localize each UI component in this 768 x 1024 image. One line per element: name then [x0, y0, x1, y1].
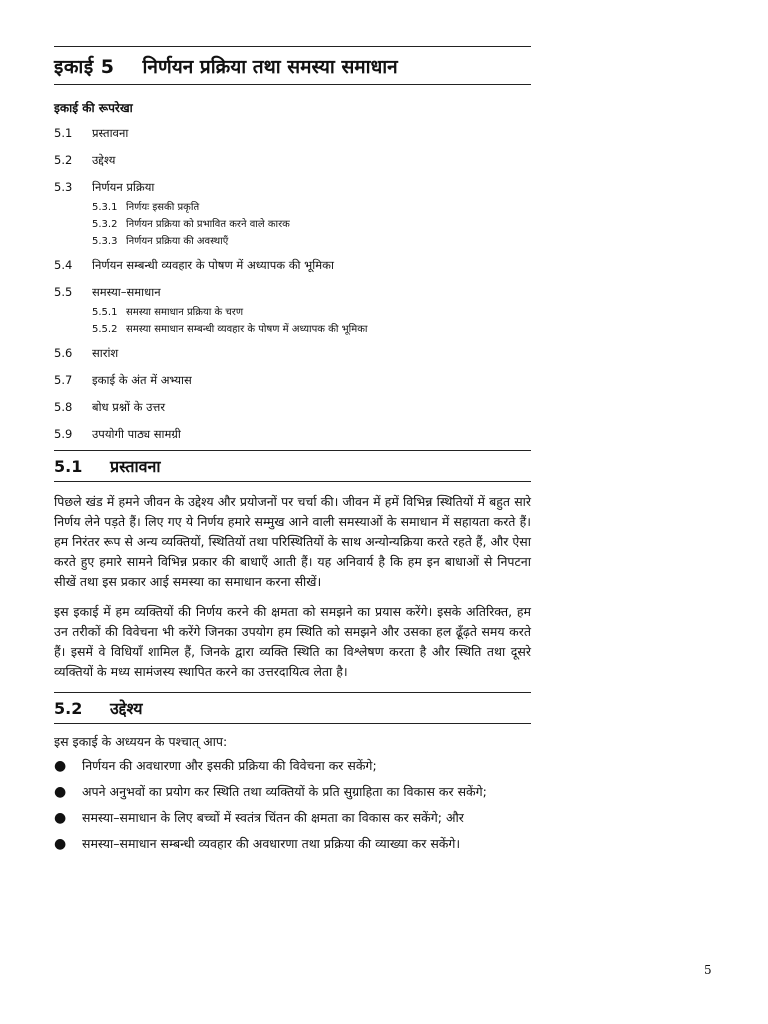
outline-subnumber: 5.3.2	[92, 219, 118, 230]
outline-subitem	[92, 235, 531, 249]
section-1-number: 5.1	[54, 457, 83, 476]
outline-number: 5.5	[54, 285, 73, 299]
list-item	[54, 756, 531, 776]
unit-title	[54, 47, 531, 84]
outline-label: निर्णयन प्रक्रिया	[92, 180, 155, 194]
outline-subnumber: 5.3.3	[92, 236, 118, 247]
objectives-list	[54, 756, 531, 854]
outline-number: 5.7	[54, 373, 73, 387]
outline-item	[54, 126, 531, 141]
outline-label: बोध प्रश्नों के उत्तर	[92, 400, 166, 414]
list-item	[54, 782, 531, 802]
outline-label: उपयोगी पाठ्य सामग्री	[92, 427, 181, 441]
outline-item	[54, 153, 531, 168]
outline-subnumber: 5.5.2	[92, 324, 118, 335]
outline-item	[54, 400, 531, 415]
outline-sublabel: समस्या समाधान प्रक्रिया के चरण	[126, 307, 244, 318]
outline-sublabel: समस्या समाधान सम्बन्धी व्यवहार के पोषण में अध्यापक की भूमिका	[126, 324, 368, 335]
outline-item	[54, 346, 531, 361]
objective-text: समस्या–समाधान सम्बन्धी व्यवहार की अवधारणा तथा प्रक्रिया की व्याख्या कर सकेंगे।	[82, 836, 461, 851]
outline-sublabel: निर्णयन प्रक्रिया की अवस्थाएँ	[126, 236, 229, 247]
outline-heading: इकाई की रूपरेखा	[54, 101, 133, 115]
list-item	[54, 808, 531, 828]
section-2-heading	[54, 693, 531, 723]
outline-subitem	[92, 323, 531, 337]
section-2-intro: इस इकाई के अध्ययन के पश्चात् आप:	[54, 734, 228, 749]
outline-number: 5.1	[54, 126, 73, 140]
title-bottom-rule	[54, 84, 531, 85]
bullet-icon: ●	[54, 784, 67, 800]
page-number: 5	[704, 963, 712, 977]
outline-number: 5.9	[54, 427, 73, 441]
outline-number: 5.2	[54, 153, 73, 167]
section-2-number: 5.2	[54, 699, 83, 718]
bullet-icon: ●	[54, 758, 67, 774]
section-2-bottom-rule	[54, 723, 531, 724]
objective-text: अपने अनुभवों का प्रयोग कर स्थिति तथा व्यक्तियों के प्रति सुग्राहिता का विकास कर सकेंगे;	[82, 784, 487, 799]
outline-number: 5.8	[54, 400, 73, 414]
outline-label: निर्णयन सम्बन्धी व्यवहार के पोषण में अध्यापक की भूमिका	[92, 258, 334, 272]
section-1-title: प्रस्तावना	[110, 457, 161, 476]
outline-label: समस्या–समाधान	[92, 285, 161, 299]
outline-label: उद्देश्य	[92, 153, 116, 167]
section-1-paragraph-2: इस इकाई में हम व्यक्तियों की निर्णय करने की क्षमता को समझने का प्रयास करेंगे। इसके अतिरिक्त, हम उन तरीकों की विवेचना भी करेंगे जिनका उपयोग हम स्थिति को समझने और उसका हल ढूँढ़ते समय करते हैं। इसमें वे विधियाँ शामिल हैं, जिनके द्वारा व्यक्ति स्थिति का विश्लेषण करता है और स्थिति तथा दूसरे व्यक्तियों के मध्य सामंजस्य स्थापित करने का उत्तरदायित्व लेता है।	[54, 604, 531, 679]
outline-list	[54, 126, 531, 442]
bullet-icon: ●	[54, 836, 67, 852]
outline-label: सारांश	[92, 346, 119, 360]
section-2-title: उद्देश्य	[110, 699, 143, 718]
outline-number: 5.6	[54, 346, 73, 360]
unit-number: इकाई 5	[54, 56, 115, 78]
objective-text: समस्या–समाधान के लिए बच्चों में स्वतंत्र चिंतन की क्षमता का विकास कर सकेंगे; और	[82, 810, 464, 825]
section-1-bottom-rule	[54, 481, 531, 482]
outline-item	[54, 427, 531, 442]
outline-item	[54, 258, 531, 273]
outline-sublabel: निर्णयन प्रक्रिया को प्रभावित करने वाले कारक	[126, 219, 290, 230]
bullet-icon: ●	[54, 810, 67, 826]
outline-subnumber: 5.3.1	[92, 202, 118, 213]
list-item	[54, 834, 531, 854]
objective-text: निर्णयन की अवधारणा और इसकी प्रक्रिया की विवेचना कर सकेंगे;	[82, 758, 377, 773]
outline-label: इकाई के अंत में अभ्यास	[92, 373, 192, 387]
section-1-heading	[54, 451, 531, 481]
section-1-paragraph-1: पिछले खंड में हमने जीवन के उद्देश्य और प्रयोजनों पर चर्चा की। जीवन में हमें विभिन्न स्थितियों में बहुत सारे निर्णय लेने पड़ते हैं। लिए गए ये निर्णय हमारे सम्मुख आने वाली समस्याओं के समाधान में सहायता करते हैं। हम निरंतर रूप से अन्य व्यक्तियों, स्थितियों तथा परिस्थितियों के साथ अन्योन्यक्रिया करते रहते हैं, और ऐसा करते हुए हमारे सामने विभिन्न प्रकार की बाधाएँ आती हैं। यह अनिवार्य है कि हम इन बाधाओं से निपटना सीखें तथा इस प्रकार आई समस्या का समाधान करना सीखें।	[54, 494, 531, 589]
outline-item	[54, 285, 531, 300]
outline-sublabel: निर्णयः इसकी प्रकृति	[126, 202, 200, 213]
outline-subnumber: 5.5.1	[92, 307, 118, 318]
outline-subitem	[92, 306, 531, 320]
unit-title-text: निर्णयन प्रक्रिया तथा समस्या समाधान	[142, 56, 398, 78]
outline-subitem	[92, 201, 531, 215]
outline-label: प्रस्तावना	[92, 126, 129, 140]
outline-item	[54, 373, 531, 388]
outline-number: 5.4	[54, 258, 73, 272]
outline-item	[54, 180, 531, 195]
outline-subitem	[92, 218, 531, 232]
page-content	[54, 46, 531, 860]
outline-number: 5.3	[54, 180, 73, 194]
